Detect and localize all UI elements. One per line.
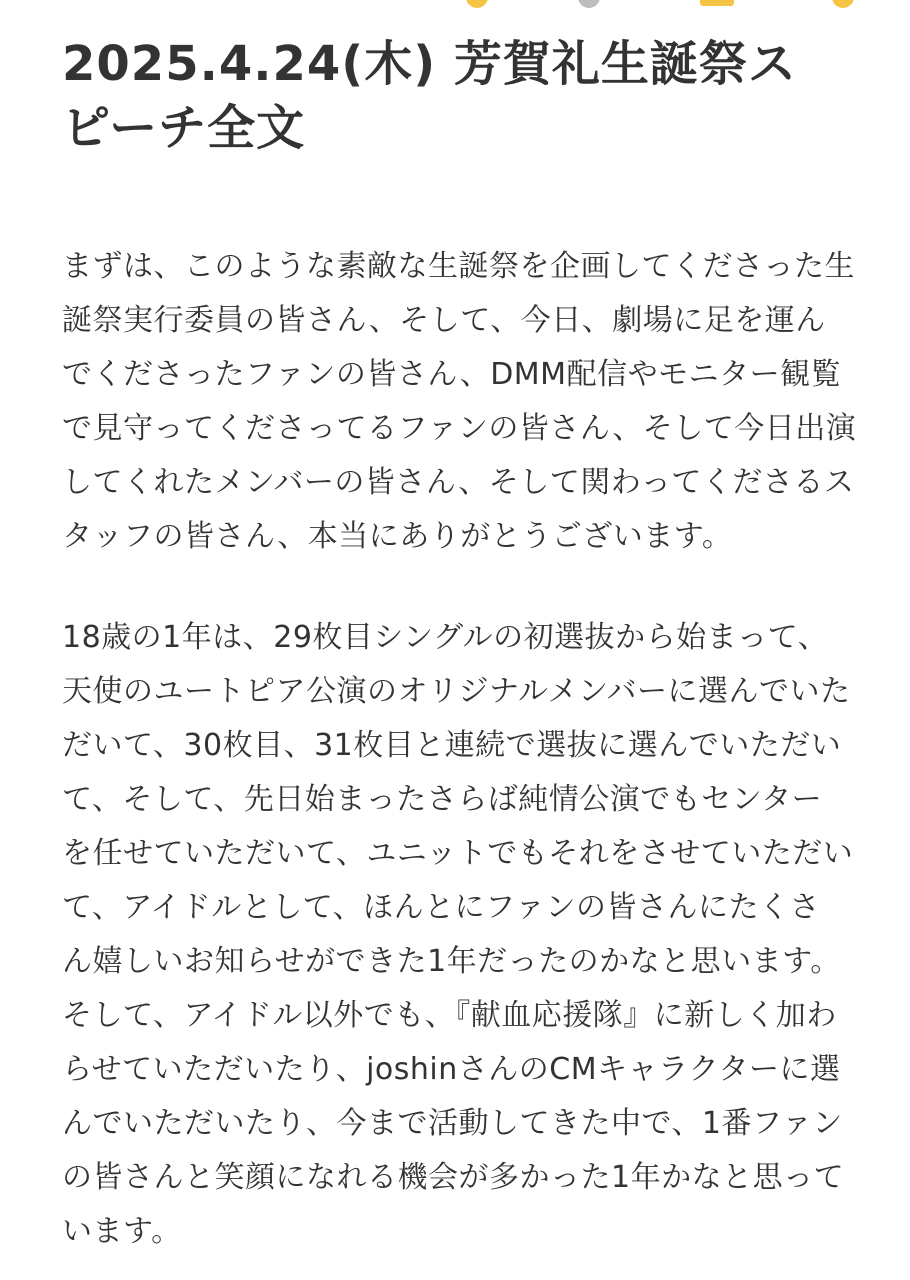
text-line: 誕祭実行委員の皆さん、そして、今日、劇場に足を運ん [62, 303, 826, 338]
text-line: 18歳の1年は、29枚目シングルの初選抜から始まって、 [62, 620, 829, 655]
partial-emoji-icon [578, 0, 600, 8]
text-line: います。 [62, 1214, 182, 1249]
text-line: て、アイドルとして、ほんとにファンの皆さんにたくさ [62, 890, 820, 925]
text-line: らせていただいたり、joshinさんのCMキャラクターに選 [62, 1052, 841, 1087]
text-line: の皆さんと笑顔になれる機会が多かった1年かなと思って [62, 1160, 845, 1195]
partial-emoji-icon [700, 0, 734, 6]
article-title [62, 32, 862, 160]
text-line: タッフの皆さん、本当にありがとうございます。 [62, 519, 733, 554]
title-line: 2025.4.24(木) 芳賀礼生誕祭ス [62, 36, 797, 92]
text-line: 天使のユートピア公演のオリジナルメンバーに選んでいた [62, 674, 851, 709]
text-line: で見守ってくださってるファンの皆さん、そして今日出演 [62, 411, 857, 446]
text-line: て、そして、先日始まったさらば純情公演でもセンター [62, 782, 823, 817]
text-line: でくださったファンの皆さん、DMM配信やモニター観覧 [62, 357, 842, 392]
text-line: そして、アイドル以外でも、『献血応援隊』に新しく加わ [62, 998, 837, 1033]
text-line: だいて、30枚目、31枚目と連続で選抜に選んでいただい [62, 728, 842, 763]
top-emoji-strip [0, 0, 910, 10]
text-line: まずは、このような素敵な生誕祭を企画してくださった生 [62, 249, 855, 284]
partial-emoji-icon [466, 0, 488, 8]
text-line: んでいただいたり、今まで活動してきた中で、1番ファン [62, 1106, 843, 1141]
paragraph-thanks [62, 240, 862, 564]
paragraph-year-review [62, 611, 862, 1259]
title-line: ピーチ全文 [62, 100, 306, 156]
text-line: を任せていただいて、ユニットでもそれをさせていただい [62, 836, 854, 871]
partial-emoji-icon [832, 0, 854, 8]
text-line: ん嬉しいお知らせができた1年だったのかなと思います。 [62, 944, 841, 979]
text-line: してくれたメンバーの皆さん、そして関わってくださるス [62, 465, 855, 500]
